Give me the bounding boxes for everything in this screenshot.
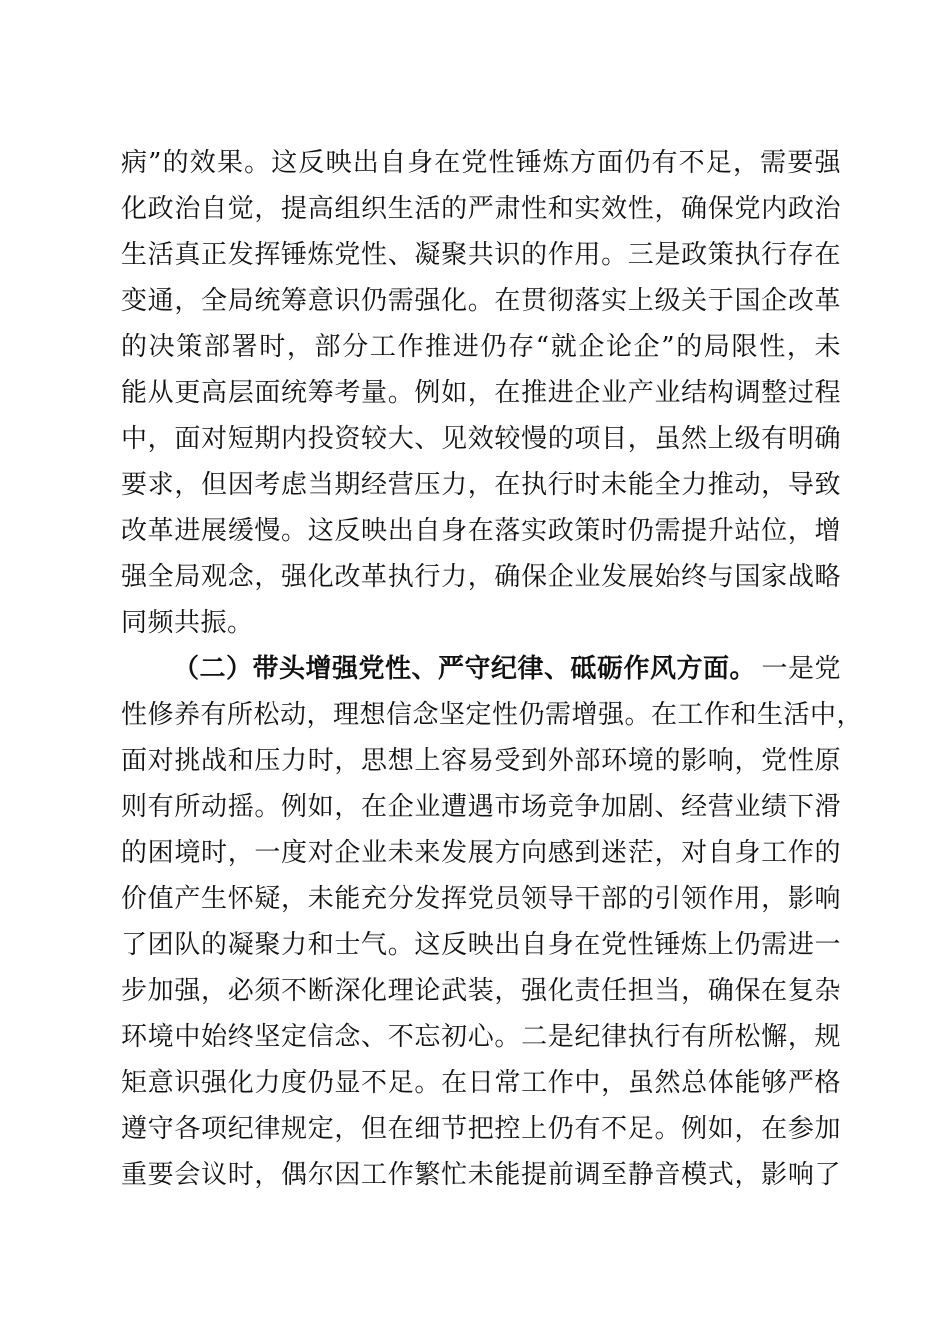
- paragraph-line: 矩意识强化力度仍显不足。在日常工作中，虽然总体能够严格: [121, 1068, 841, 1098]
- section-first-text: 一是党: [761, 654, 841, 684]
- paragraph-line-last: 同频共振。: [121, 608, 254, 638]
- paragraph-line: 价值产生怀疑，未能充分发挥党员领导干部的引领作用，影响: [121, 884, 841, 914]
- paragraph-line: 中，面对短期内投资较大、见效较慢的项目，虽然上级有明确: [121, 424, 841, 454]
- paragraph-line: 要求，但因考虑当期经营压力，在执行时未能全力推动，导致: [121, 470, 841, 500]
- paragraph-line: 遵守各项纪律规定，但在细节把控上仍有不足。例如，在参加: [121, 1114, 841, 1144]
- paragraph-line: 生活真正发挥锤炼党性、凝聚共识的作用。三是政策执行存在: [121, 240, 841, 270]
- paragraph-line: 重要会议时，偶尔因工作繁忙未能提前调至静音模式，影响了: [121, 1160, 841, 1190]
- section-heading: （二）带头增强党性、严守纪律、砥砺作风方面。: [173, 654, 757, 684]
- paragraph-line: 性修养有所松动，理想信念坚定性仍需增强。在工作和生活中，: [121, 700, 864, 730]
- paragraph-line: 病”的效果。这反映出自身在党性锤炼方面仍有不足，需要强: [121, 148, 841, 178]
- paragraph-line: 了团队的凝聚力和士气。这反映出自身在党性锤炼上仍需进一: [121, 930, 841, 960]
- paragraph-line: 改革进展缓慢。这反映出自身在落实政策时仍需提升站位，增: [121, 516, 841, 546]
- paragraph-line: 环境中始终坚定信念、不忘初心。二是纪律执行有所松懈，规: [121, 1022, 841, 1052]
- paragraph-line: 的决策部署时，部分工作推进仍存“就企论企”的局限性，未: [121, 332, 841, 362]
- paragraph-line: 能从更高层面统筹考量。例如，在推进企业产业结构调整过程: [121, 378, 841, 408]
- paragraph-line: 的困境时，一度对企业未来发展方向感到迷茫，对自身工作的: [121, 838, 841, 868]
- paragraph-line: 强全局观念，强化改革执行力，确保企业发展始终与国家战略: [121, 562, 841, 592]
- paragraph-line: 变通，全局统筹意识仍需强化。在贯彻落实上级关于国企改革: [121, 286, 841, 316]
- paragraph-line: 化政治自觉，提高组织生活的严肃性和实效性，确保党内政治: [121, 194, 841, 224]
- paragraph-line: 面对挑战和压力时，思想上容易受到外部环境的影响，党性原: [121, 746, 841, 776]
- section-first-line: [173, 647, 841, 691]
- paragraph-line: 则有所动摇。例如，在企业遭遇市场竞争加剧、经营业绩下滑: [121, 792, 841, 822]
- paragraph-line: 步加强，必须不断深化理论武装，强化责任担当，确保在复杂: [121, 976, 841, 1006]
